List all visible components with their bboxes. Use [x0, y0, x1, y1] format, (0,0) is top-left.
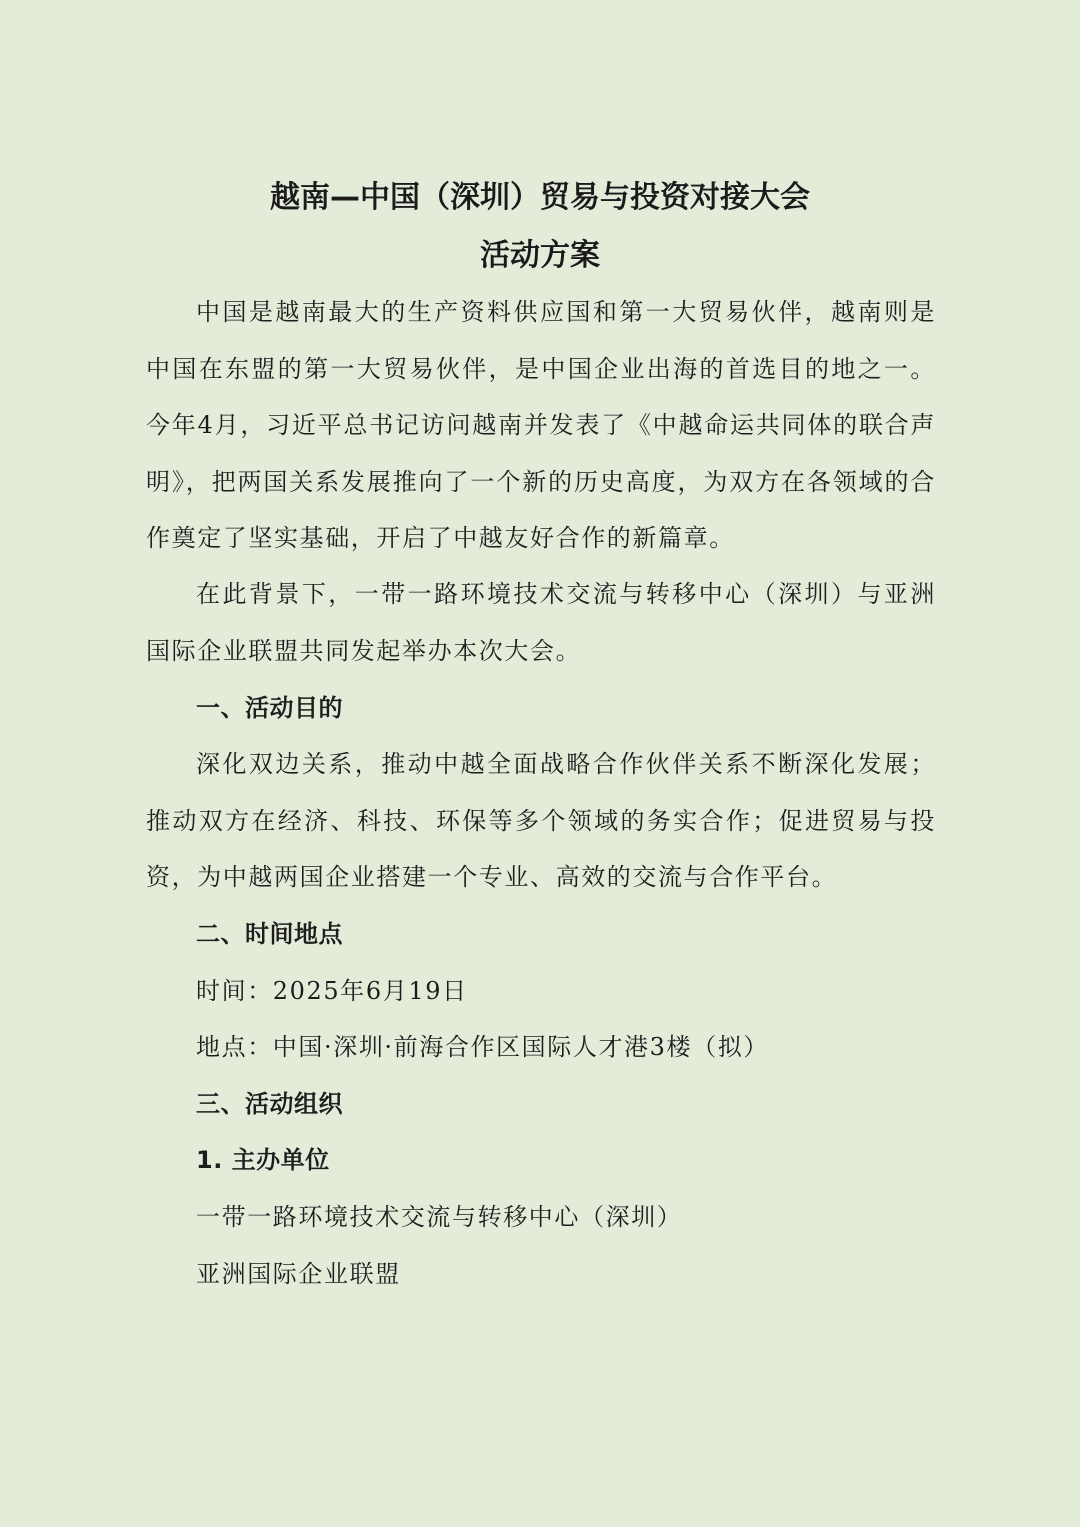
subheading-host-units: 1. 主办单位: [196, 1146, 330, 1174]
document-subtitle: 活动方案: [480, 238, 600, 273]
section-heading-organization: 三、活动组织: [196, 1090, 343, 1118]
section-heading-time-place: 二、时间地点: [196, 920, 343, 948]
section-heading-purpose: 一、活动目的: [196, 694, 343, 722]
event-place: 地点：中国·深圳·前海合作区国际人才港3楼（拟）: [196, 1033, 769, 1061]
organizer-item: 一带一路环境技术交流与转移中心（深圳）: [196, 1203, 683, 1231]
document-title: 越南—中国（深圳）贸易与投资对接大会: [270, 180, 810, 215]
event-time: 时间：2025年6月19日: [196, 977, 468, 1005]
intro-paragraph-1: 中国是越南最大的生产资料供应国和第一大贸易伙伴，越南则是中国在东盟的第一大贸易伙伴，是中国企业出海的首选目的地之一。今年4月，习近平总书记访问越南并发表了《中越命运共同体的联合声明》，把两国关系发展推向了一个新的历史高度，为双方在各领域的合作奠定了坚实基础，开启了中越友好合作的新篇章。: [146, 298, 936, 552]
intro-paragraph-2: 在此背景下，一带一路环境技术交流与转移中心（深圳）与亚洲国际企业联盟共同发起举办本次大会。: [146, 580, 936, 665]
purpose-paragraph: 深化双边关系，推动中越全面战略合作伙伴关系不断深化发展；推动双方在经济、科技、环保等多个领域的务实合作；促进贸易与投资，为中越两国企业搭建一个专业、高效的交流与合作平台。: [146, 750, 936, 891]
organizer-item: 亚洲国际企业联盟: [196, 1260, 401, 1288]
